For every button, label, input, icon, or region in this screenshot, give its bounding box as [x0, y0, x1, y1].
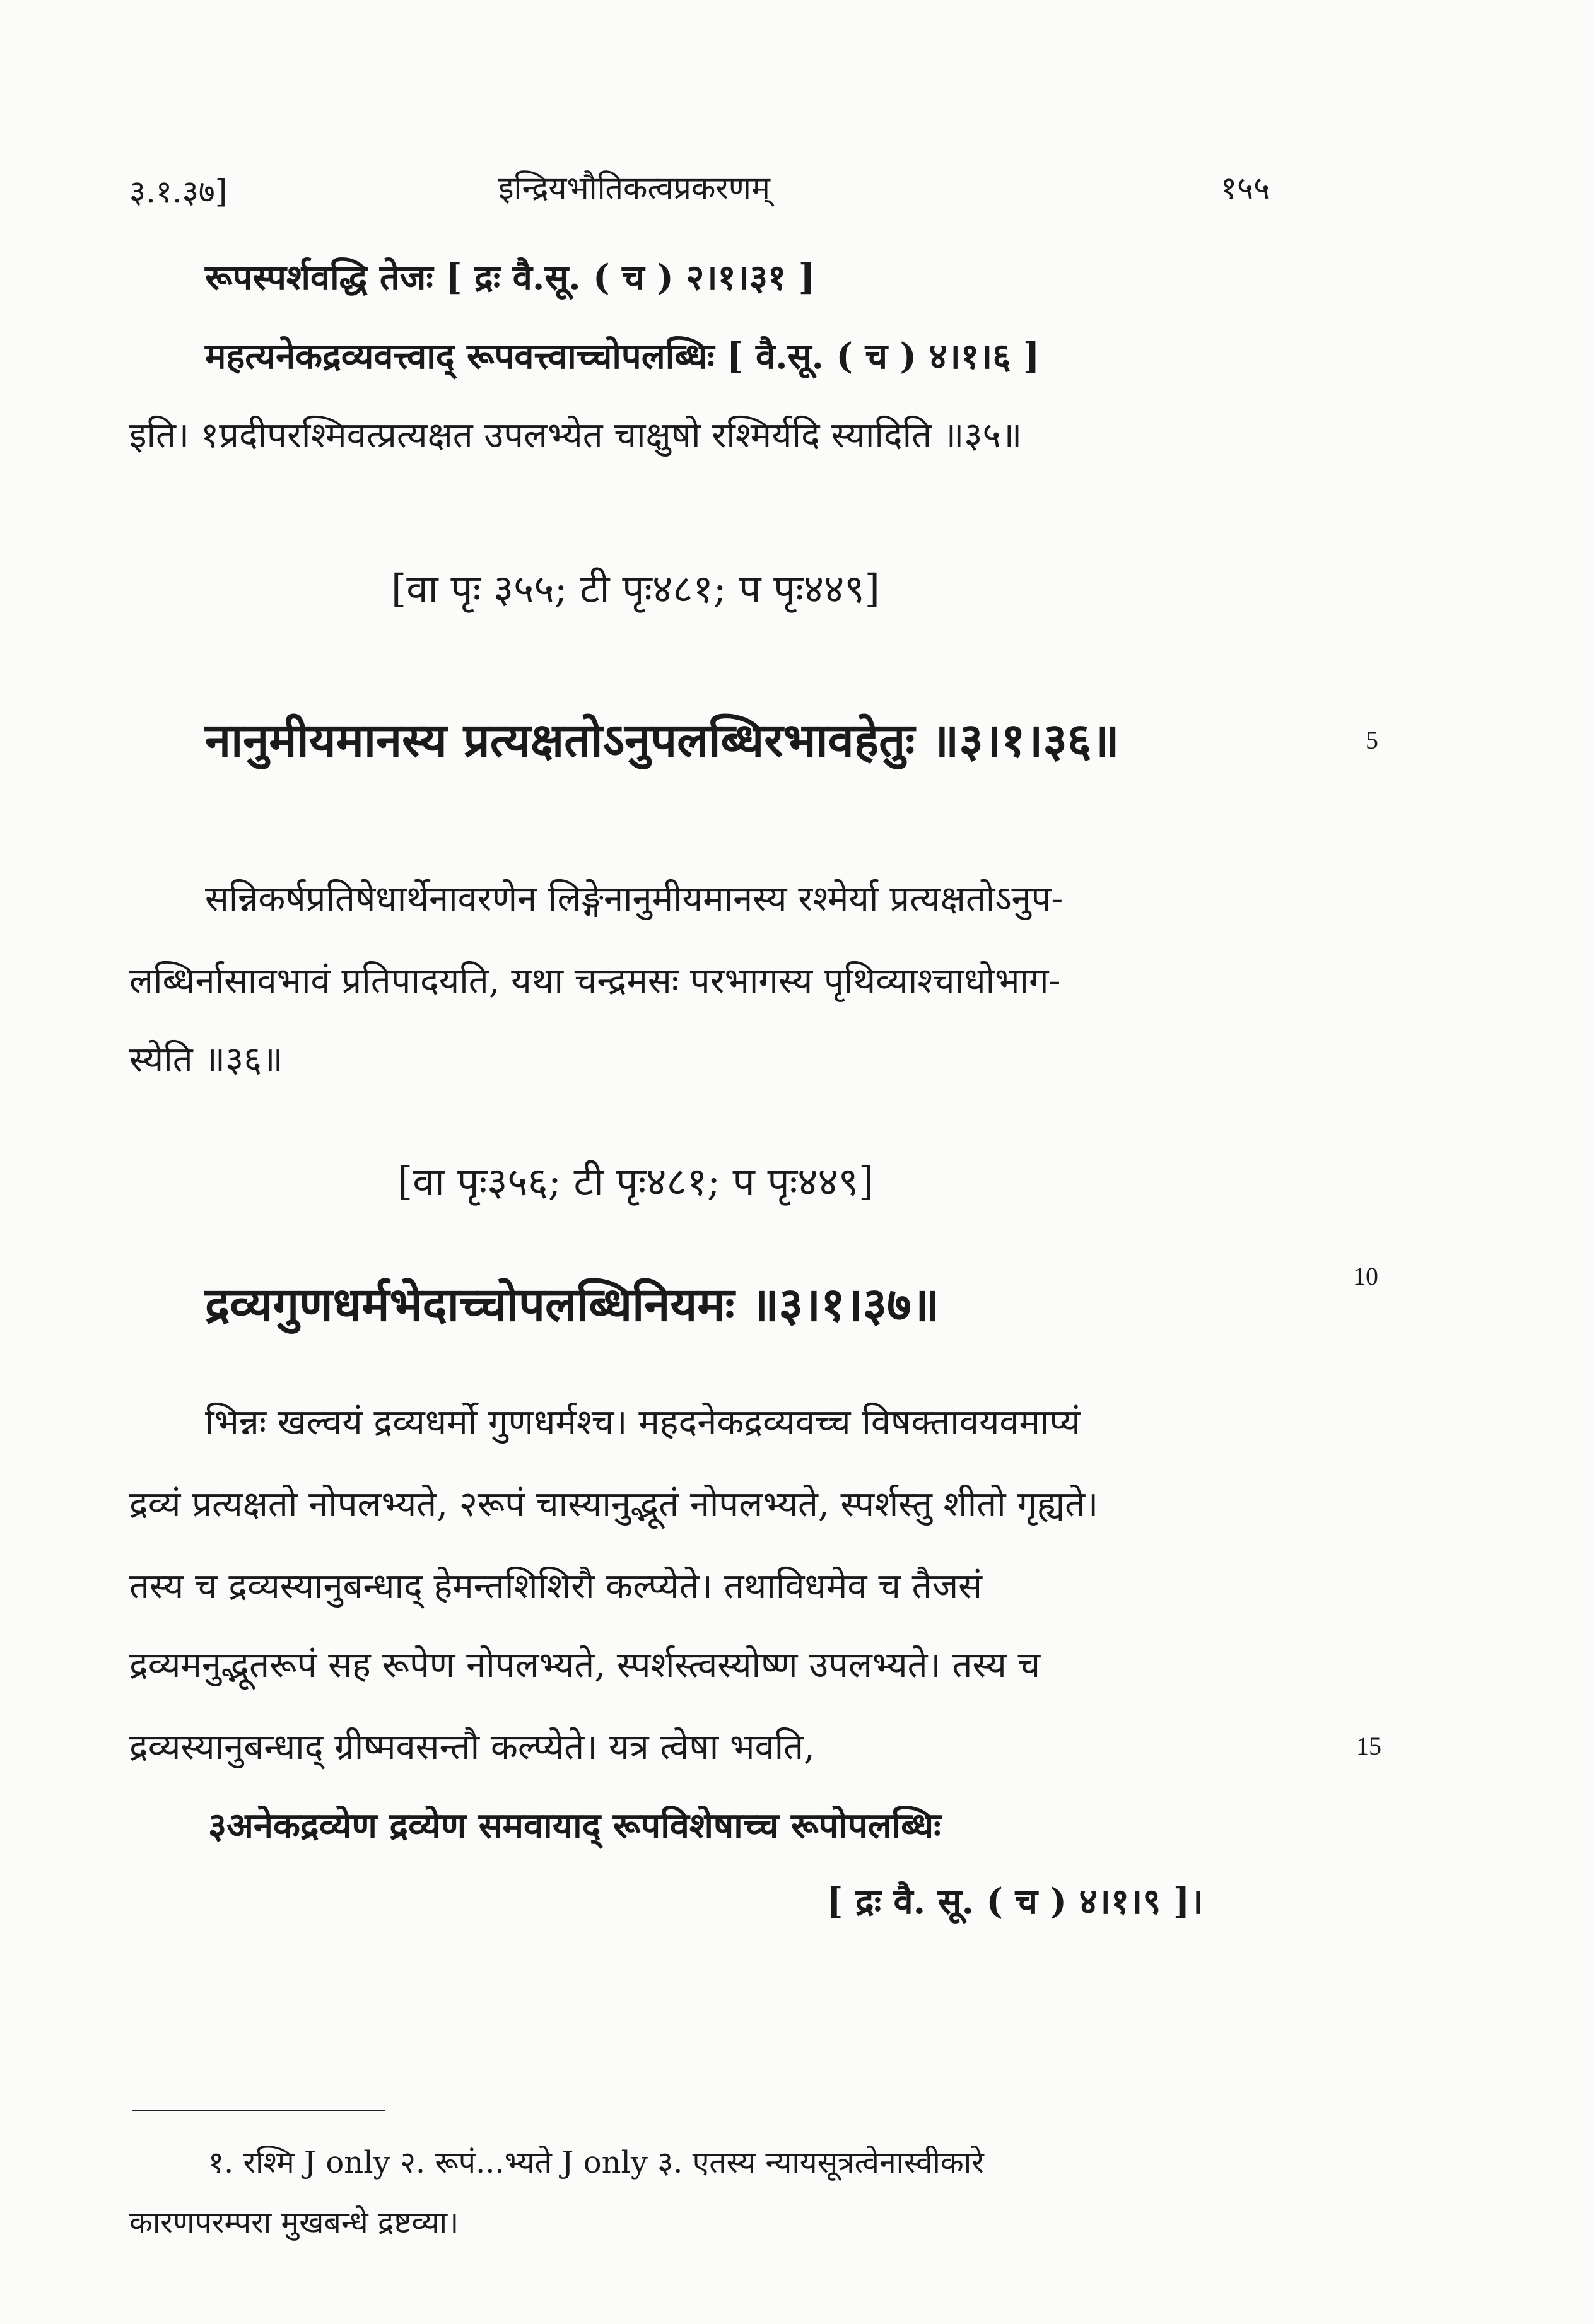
- running-head-title: इन्द्रियभौतिकत्वप्रकरणम्: [498, 170, 770, 206]
- footnote-rule: [132, 2110, 385, 2111]
- quote-line-2: महत्यनेकद्रव्यवत्त्वाद् रूपवत्त्वाच्चोपलब्धिः [ वै.सू. ( च ) ४।१।६ ]: [205, 336, 1040, 377]
- paragraph-line: सन्निकर्षप्रतिषेधार्थेनावरणेन लिङ्गेनानुमीयमानस्य रश्मेर्या प्रत्यक्षतोऽनुप-: [205, 879, 1064, 920]
- running-head-section: ३.१.३७]: [129, 173, 228, 210]
- quote-line-3: ३अनेकद्रव्येण द्रव्येण समवायाद् रूपविशेषाच्च रूपोपलब्धिः: [208, 1805, 941, 1847]
- line-number: 5: [1366, 726, 1378, 754]
- quote-line-1: रूपस्पर्शवद्धि तेजः [ द्रः वै.सू. ( च ) २।१।३१ ]: [205, 257, 816, 298]
- page-number: १५५: [1221, 170, 1270, 206]
- paragraph-line: लब्धिर्नासावभावं प्रतिपादयति, यथा चन्द्रमसः परभागस्य पृथिव्याश्चाधोभाग-: [129, 961, 1061, 1001]
- paragraph-line: इति। १प्रदीपरश्मिवत्प्रत्यक्षत उपलभ्येत चाक्षुषो रश्मिर्यदि स्यादिति ॥३५॥: [129, 415, 1023, 456]
- paragraph-line: भिन्नः खल्वयं द्रव्यधर्मो गुणधर्मश्च। महदनेकद्रव्यवच्च विषक्तावयवमाप्यं: [205, 1402, 1081, 1443]
- line-number: 15: [1356, 1732, 1381, 1760]
- footnote-line-1: १. रश्मि J only २. रूपं...भ्यते J only ३. एतस्य न्यायसूत्रत्वेनास्वीकारे: [208, 2145, 984, 2180]
- paragraph-line: द्रव्यस्यानुबन्धाद् ग्रीष्मवसन्तौ कल्प्येते। यत्र त्वेषा भवति,: [129, 1727, 815, 1768]
- line-number: 10: [1353, 1262, 1378, 1290]
- sutra-37: द्रव्यगुणधर्मभेदाच्चोपलब्धिनियमः ॥३।१।३७॥: [205, 1278, 939, 1332]
- paragraph-line: द्रव्यं प्रत्यक्षतो नोपलभ्यते, २रूपं चास्यानुद्भूतं नोपलभ्यते, स्पर्शस्तु शीतो गृह्यते।: [129, 1484, 1099, 1525]
- footnote-line-2: कारणपरम्परा मुखबन्धे द्रष्टव्या।: [129, 2205, 459, 2240]
- paragraph-line: तस्य च द्रव्यस्यानुबन्धाद् हेमन्तशिशिरौ कल्प्येते। तथाविधमेव च तैजसं: [129, 1566, 983, 1607]
- reference-bracket-1: [वा पृः ३५५; टी पृः४८१; प पृः४४९]: [391, 566, 880, 612]
- quote-line-3-reference: [ द्रः वै. सू. ( च ) ४।१।९ ]।: [826, 1881, 1204, 1922]
- sutra-36: नानुमीयमानस्य प्रत्यक्षतोऽनुपलब्धिरभावहेतुः ॥३।१।३६॥: [205, 713, 1120, 768]
- paragraph-line: स्येति ॥३६॥: [129, 1039, 283, 1080]
- paragraph-line: द्रव्यमनुद्भूतरूपं सह रूपेण नोपलभ्यते, स्पर्शस्त्वस्योष्ण उपलभ्यते। तस्य च: [129, 1645, 1041, 1686]
- reference-bracket-2: [वा पृः३५६; टी पृः४८१; प पृः४४९]: [397, 1159, 874, 1205]
